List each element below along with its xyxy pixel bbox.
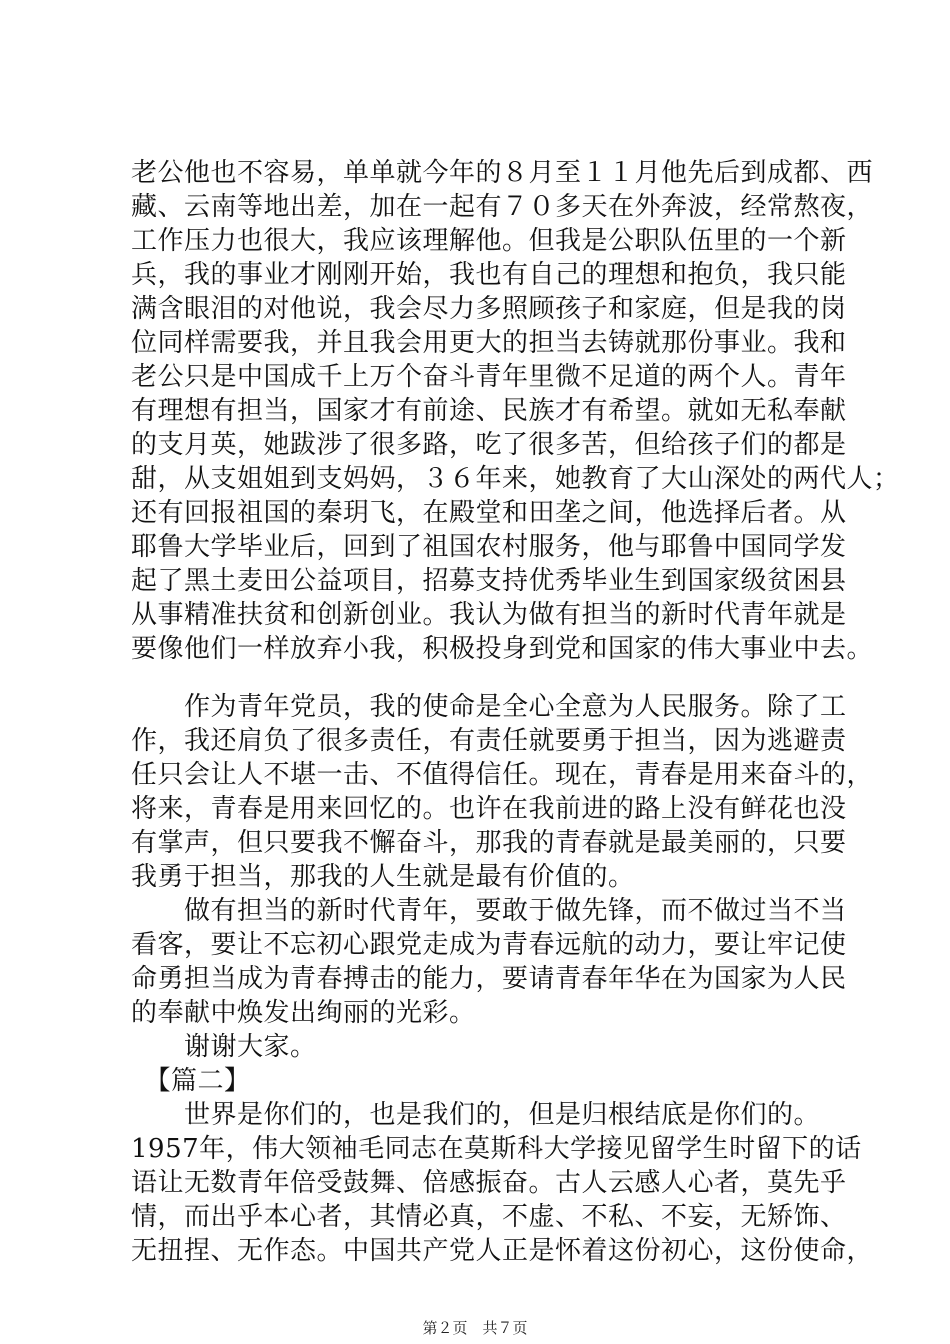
text-line: 作，我还肩负了很多责任，有责任就要勇于担当，因为逃避责 (131, 726, 847, 756)
text-line: 耶鲁大学毕业后，回到了祖国农村服务，他与耶鲁中国同学发 (131, 532, 847, 562)
text-line: 还有回报祖国的秦玥飞，在殿堂和田垄之间，他选择后者。从 (131, 498, 847, 528)
text-line: 任只会让人不堪一击、不值得信任。现在，青春是用来奋斗的， (131, 760, 874, 790)
text-line: 做有担当的新时代青年，要敢于做先锋，而不做过当不当 (131, 896, 847, 926)
text-line: 甜，从支姐姐到支妈妈，３６年来，她教育了大山深处的两代人； (131, 464, 900, 494)
section-heading: 【篇二】 (131, 1066, 251, 1096)
text-line: 我勇于担当，那我的人生就是最有价值的。 (131, 862, 635, 892)
text-line: 要像他们一样放弃小我，积极投身到党和国家的伟大事业中去。 (131, 634, 874, 664)
text-line: 有掌声，但只要我不懈奋斗，那我的青春就是最美丽的，只要 (131, 828, 847, 858)
text-line: 的奉献中焕发出绚丽的光彩。 (131, 998, 476, 1028)
text-line: 起了黑土麦田公益项目，招募支持优秀毕业生到国家级贫困县 (131, 566, 847, 596)
text-line: 作为青年党员，我的使命是全心全意为人民服务。除了工 (131, 692, 847, 722)
text-line: 的支月英，她跋涉了很多路，吃了很多苦，但给孩子们的都是 (131, 430, 847, 460)
text-line: 情，而出乎本心者，其情必真，不虚、不私、不妄，无矫饰、 (131, 1202, 847, 1232)
text-line: 满含眼泪的对他说，我会尽力多照顾孩子和家庭，但是我的岗 (131, 294, 847, 324)
page-number-footer: 第２页 共７页 (422, 1319, 528, 1337)
text-line: 藏、云南等地出差，加在一起有７０多天在外奔波，经常熬夜， (131, 192, 874, 222)
text-line: 将来，青春是用来回忆的。也许在我前进的路上没有鲜花也没 (131, 794, 847, 824)
text-line: 兵，我的事业才刚刚开始，我也有自己的理想和抱负，我只能 (131, 260, 847, 290)
text-line: 无扭捏、无作态。中国共产党人正是怀着这份初心，这份使命， (131, 1236, 874, 1266)
text-line: 老公只是中国成千上万个奋斗青年里微不足道的两个人。青年 (131, 362, 847, 392)
text-line: 有理想有担当，国家才有前途、民族才有希望。就如无私奉献 (131, 396, 847, 426)
closing-line: 谢谢大家。 (131, 1032, 317, 1062)
text-line: 语让无数青年倍受鼓舞、倍感振奋。古人云感人心者，莫先乎 (131, 1168, 847, 1198)
text-line: 看客，要让不忘初心跟党走成为青春远航的动力，要让牢记使 (131, 930, 847, 960)
text-line: 工作压力也很大，我应该理解他。但我是公职队伍里的一个新 (131, 226, 847, 256)
text-line: 位同样需要我，并且我会用更大的担当去铸就那份事业。我和 (131, 328, 847, 358)
text-line: 命勇担当成为青春搏击的能力，要请青春年华在为国家为人民 (131, 964, 847, 994)
text-line: 世界是你们的，也是我们的，但是归根结底是你们的。 (131, 1100, 821, 1130)
text-line: 从事精准扶贫和创新创业。我认为做有担当的新时代青年就是 (131, 600, 847, 630)
text-line: 1957年，伟大领袖毛同志在莫斯科大学接见留学生时留下的话 (131, 1134, 862, 1164)
text-line: 老公他也不容易，单单就今年的８月至１１月他先后到成都、西 (131, 158, 874, 188)
